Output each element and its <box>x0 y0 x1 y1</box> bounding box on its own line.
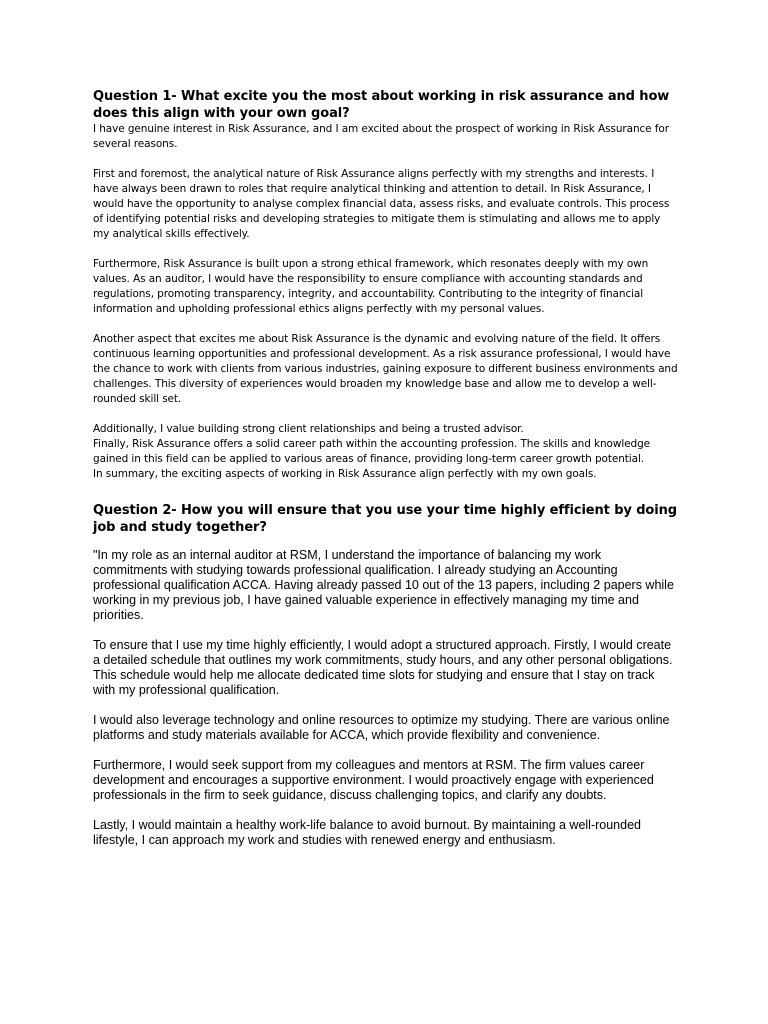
answer-paragraph: Another aspect that excites me about Risk Assurance is the dynamic and evolving nature of the field. It offers continuous learning opportunities and professional development. As a risk assurance professional, I would have the chance to work with clients from various industries, gaining exposure to different business environments and challenges. This diversity of experiences would broaden my knowledge base and allow me to develop a well-rounded skill set. <box>93 333 678 405</box>
document-page <box>93 88 678 863</box>
question-2-answer <box>93 548 678 848</box>
answer-paragraph: I would also leverage technology and online resources to optimize my studying. There are various online platforms and study materials available for ACCA, which provide flexibility and convenience. <box>93 713 670 742</box>
question-1-heading: Question 1- What excite you the most about working in risk assurance and how does this align with your own goal? <box>93 89 670 121</box>
answer-paragraph: I have genuine interest in Risk Assurance, and I am excited about the prospect of working in Risk Assurance for several reasons. <box>93 123 669 150</box>
answer-paragraph: To ensure that I use my time highly efficiently, I would adopt a structured approach. Firstly, I would create a detailed schedule that outlines my work commitments, study hours, and any other personal obligations. This schedule would help me allocate dedicated time slots for studying and ensure that I stay on track with my professional qualification. <box>93 638 673 697</box>
question-2-heading: Question 2- How you will ensure that you use your time highly efficient by doing job and study together? <box>93 503 677 535</box>
answer-paragraph: Finally, Risk Assurance offers a solid career path within the accounting profession. The skills and knowledge gained in this field can be applied to various areas of finance, providing long-term career growth potential. <box>93 438 651 465</box>
question-1-answer <box>93 122 678 482</box>
answer-paragraph: Additionally, I value building strong client relationships and being a trusted advisor. <box>93 423 524 435</box>
answer-paragraph: Furthermore, I would seek support from my colleagues and mentors at RSM. The firm values career development and encourages a supportive environment. I would proactively engage with experienced professionals in the firm to seek guidance, discuss challenging topics, and clarify any doubts. <box>93 758 654 802</box>
answer-paragraph: Furthermore, Risk Assurance is built upon a strong ethical framework, which resonates deeply with my own values. As an auditor, I would have the responsibility to ensure compliance with accounting standards and regulations, promoting transparency, integrity, and accountability. Contributing to the integrity of financial information and upholding professional ethics aligns perfectly with my personal values. <box>93 258 649 315</box>
answer-paragraph: In summary, the exciting aspects of working in Risk Assurance align perfectly with my own goals. <box>93 468 597 480</box>
answer-paragraph: Lastly, I would maintain a healthy work-life balance to avoid burnout. By maintaining a well-rounded lifestyle, I can approach my work and studies with renewed energy and enthusiasm. <box>93 818 641 847</box>
answer-paragraph: "In my role as an internal auditor at RSM, I understand the importance of balancing my work commitments with studying towards professional qualification. I already studying an Accounting professional qualification ACCA. Having already passed 10 out of the 13 papers, including 2 papers while working in my previous job, I have gained valuable experience in effectively managing my time and priorities. <box>93 548 674 622</box>
answer-paragraph: First and foremost, the analytical nature of Risk Assurance aligns perfectly with my strengths and interests. I have always been drawn to roles that require analytical thinking and attention to detail. In Risk Assurance, I would have the opportunity to analyse complex financial data, assess risks, and evaluate controls. This process of identifying potential risks and developing strategies to mitigate them is stimulating and allows me to apply my analytical skills effectively. <box>93 168 670 240</box>
